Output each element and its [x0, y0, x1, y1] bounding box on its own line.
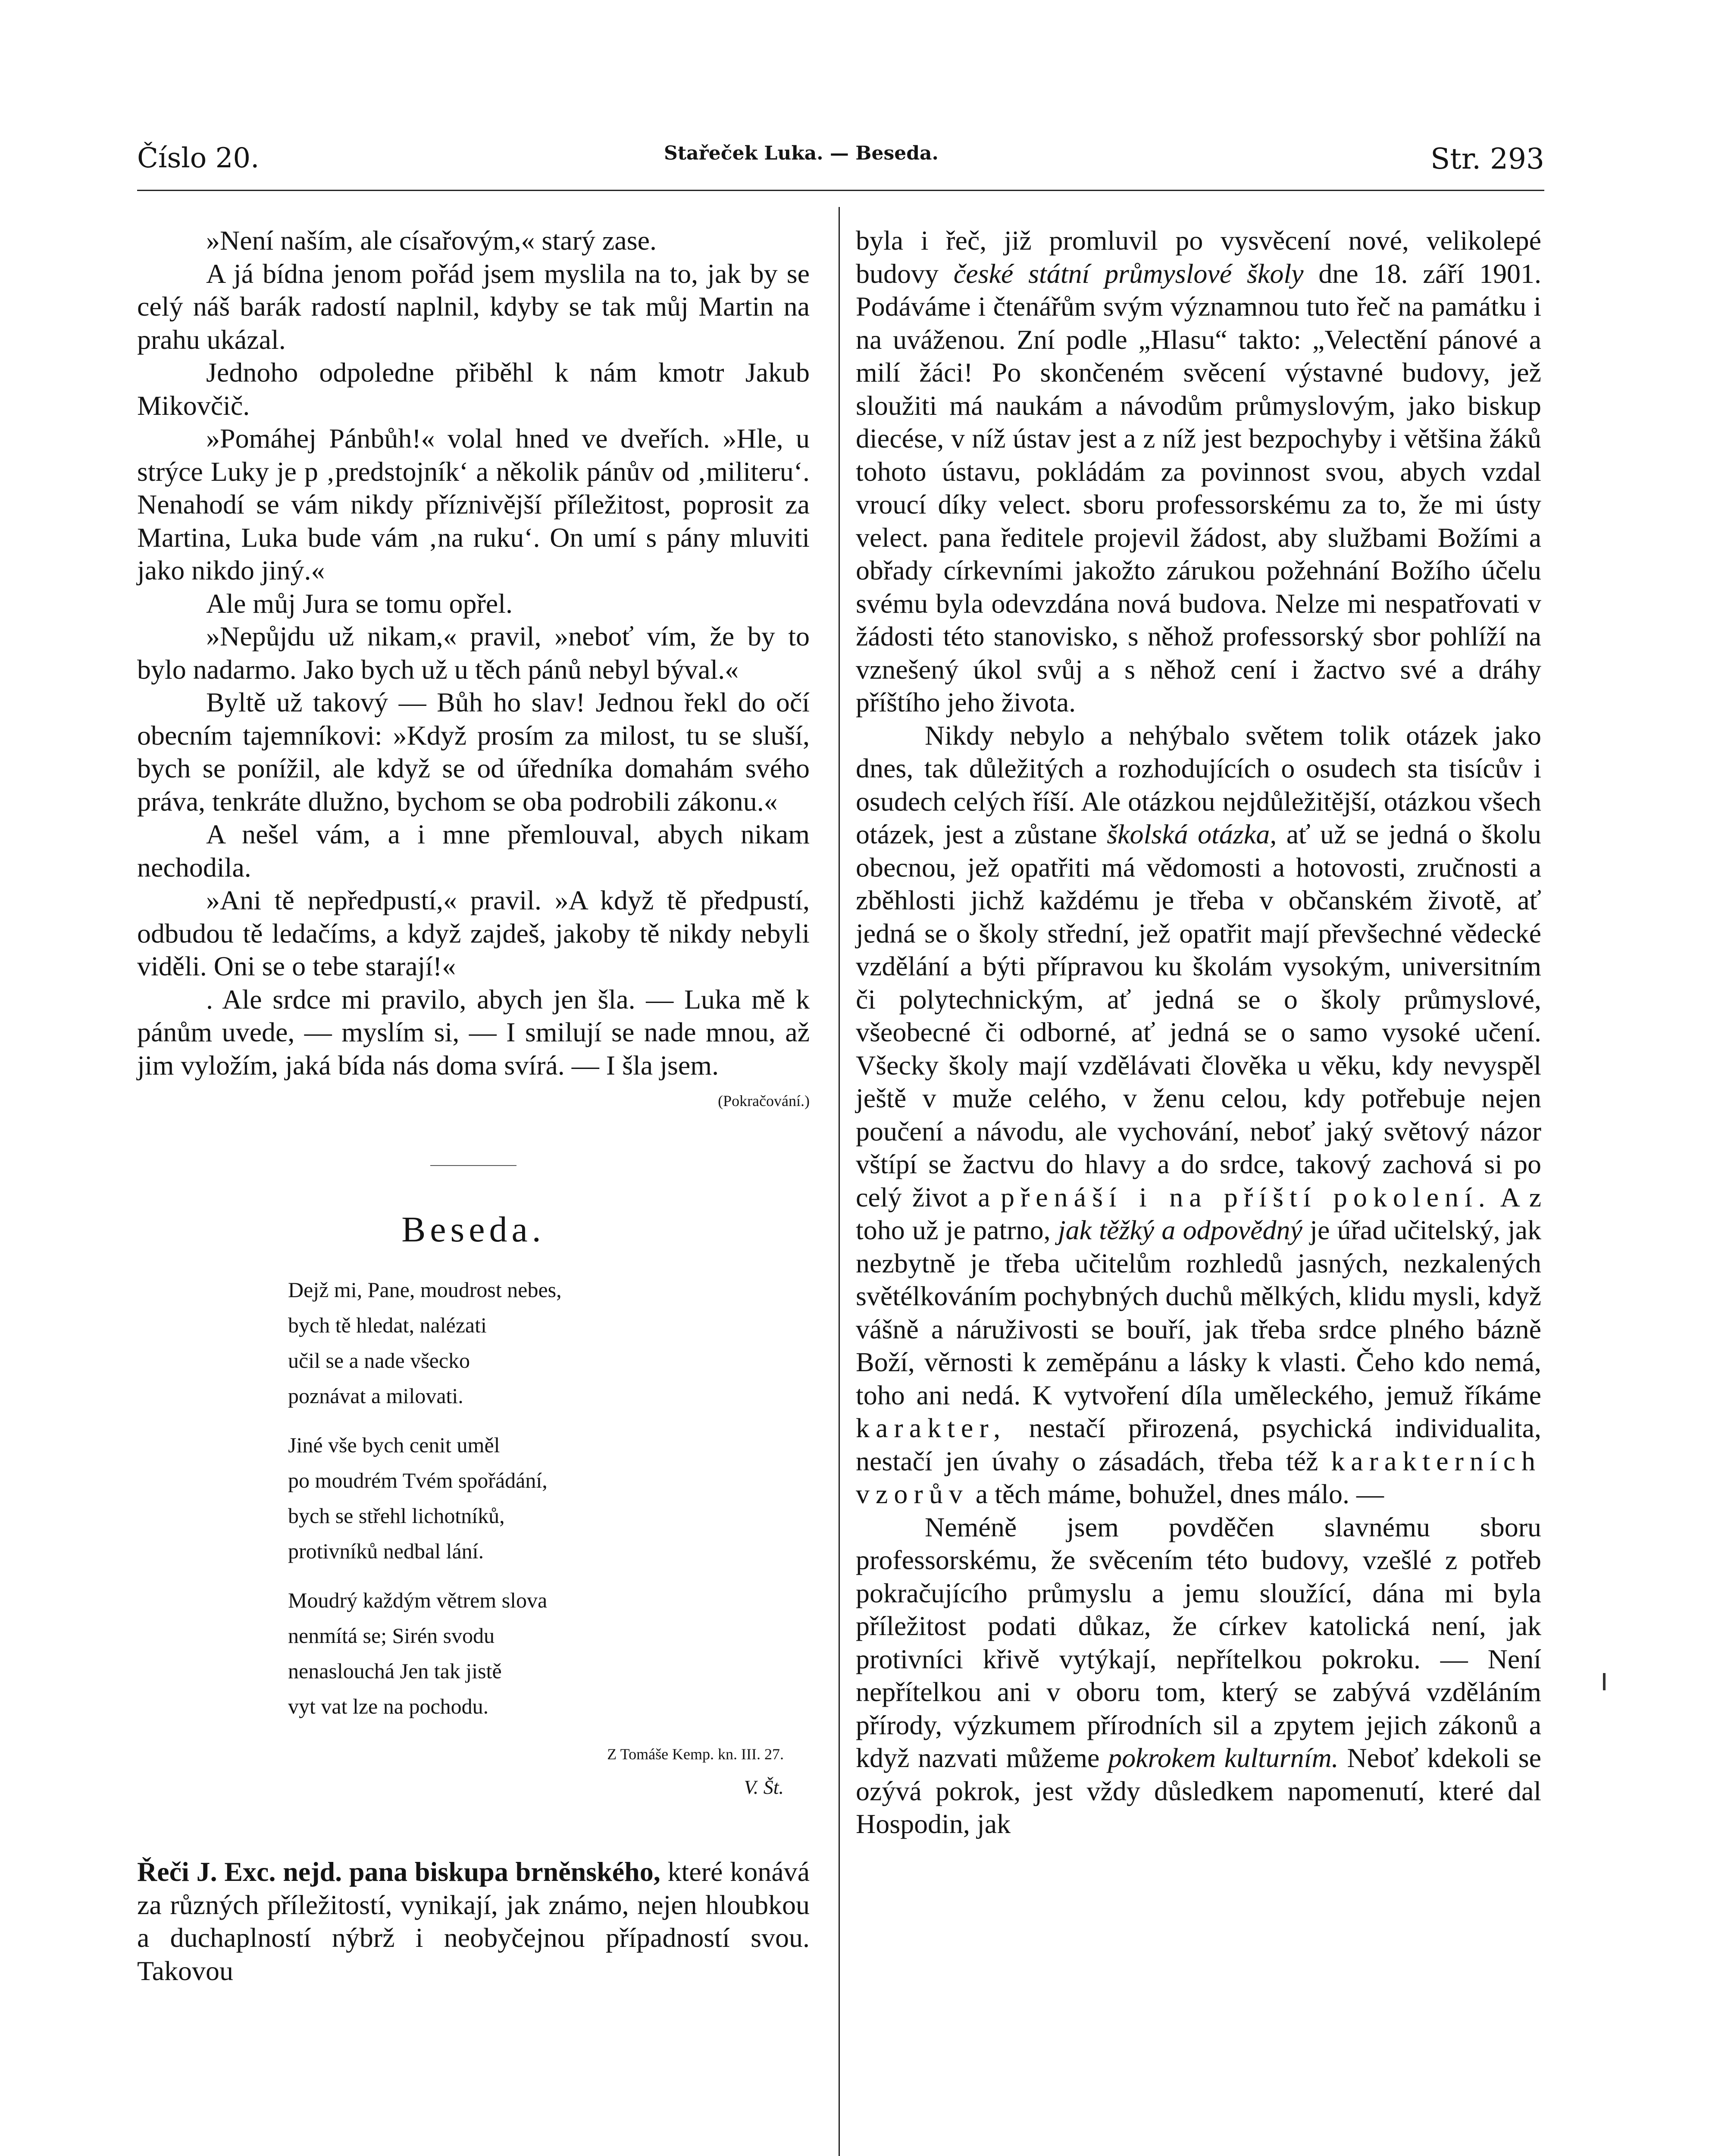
section-divider: [430, 1165, 516, 1166]
paragraph: Jednoho odpoledne přiběhl k nám kmotr Jakub Mikovčič.: [137, 357, 810, 421]
article-intro: [137, 1855, 810, 1987]
paragraph: [856, 1511, 1541, 1841]
poem-line: po moudrém Tvém spořádání,: [288, 1468, 548, 1492]
paragraph: »Není naším, ale císařovým,« starý zase.: [206, 225, 657, 256]
poem-initials: V. Št.: [744, 1776, 784, 1798]
poem-stanza: [288, 1427, 810, 1569]
paragraph: »Pomáhej Pánbůh!« volal hned ve dveřích. »Hle, u strýce Luky je p ‚predstojník‘ a několik pánův od ‚militeru‘. Nenahodí se vám nikdy příznivější příležitost, poprosit za Martina, Luka bude vám ‚na ruku‘. On umí s pány mluviti jako nikdo jiný.«: [137, 423, 810, 586]
emphasis: pokrokem kulturním.: [1108, 1742, 1339, 1773]
issue-number: Číslo 20.: [137, 142, 260, 174]
running-title: Stařeček Luka. — Beseda.: [664, 142, 939, 164]
spaced-emphasis: karakterních vzorův: [856, 1445, 1541, 1509]
article-text: které konává za různých příležitostí, vynikají, jak známo, nejen hloubkou a duchaplností nýbrž i neobyčejnou případností svou. Takovou: [137, 1856, 810, 1986]
text-run: Nikdy nebylo a nehýbalo světem tolik otázek jako dnes, tak důležitých a rozhodujících o osudech sta tisícův i osudech celých říší. Ale otázkou nejdůležitější, otázkou všech otázek, jest a zůstane: [856, 720, 1541, 849]
left-column: [137, 224, 810, 1987]
poem-title: Beseda.: [401, 1209, 545, 1250]
text-run: Neméně jsem povděčen slavnému sboru professorskému, že svěcením této budovy, vzešlé z potřeb pokračujícího průmyslu a jemu sloužící, dána mi byla příležitost podati důkaz, že církev katolická není, jak protivníci křivě vytýkají, nepřítelkou pokroku. — Není nepřítelkou ani v oboru tom, který se zabývá vzděláním přírody, výzkumem přírodních sil a zpytem jejich zákonů a když nazvati můžeme: [856, 1511, 1541, 1773]
page-number: Str. 293: [1430, 142, 1544, 175]
paragraph: »Nepůjdu už nikam,« pravil, »neboť vím, že by to bylo nadarmo. Jako bych už u těch pánů nebyl býval.«: [137, 621, 810, 685]
paragraph: [856, 224, 1541, 719]
paragraph: »Ani tě nepředpustí,« pravil. »A když tě předpustí, odbudou tě ledačíms, a když zajdeš, jakoby tě nikdy nebyli viděli. Oni se o tebe starají!«: [137, 885, 810, 981]
text-run: nestačí přirozená, psychická individualita, nestačí jen úvahy o zásadách, třeba též: [856, 1413, 1542, 1476]
poem-source: Z Tomáše Kemp. kn. III. 27.: [607, 1745, 784, 1763]
poem-line: Moudrý každým větrem slova: [288, 1588, 548, 1612]
paragraph: A nešel vám, a i mne přemlouval, abych nikam nechodila.: [137, 819, 810, 883]
paragraph: A já bídna jenom pořád jsem myslila na to, jak by se celý náš barák radostí naplnil, kdyby se tak můj Martin na prahu ukázal.: [137, 258, 810, 355]
paragraph: Byltě už takový — Bůh ho slav! Jednou řekl do očí obecním tajemníkovi: »Když prosím za milost, tu se sluší, bych se ponížil, ale když se od úředníka domahám svého práva, tenkráte dlužno, bychom se oba podrobili zákonu.«: [137, 687, 810, 817]
poem-stanza: [288, 1583, 810, 1724]
continued-note: (Pokračování.): [718, 1092, 810, 1109]
paragraph: [856, 719, 1541, 1511]
text-run: Neboť kdekoli se ozývá pokrok, jest vždy důsledkem napomenutí, které dal Hospodin, jak: [856, 1742, 1542, 1839]
poem-line: bych tě hledat, nalézati: [288, 1313, 487, 1337]
poem-line: Dejž mi, Pane, moudrost nebes,: [288, 1278, 562, 1302]
poem-line: protivníků nedbal lání.: [288, 1539, 484, 1563]
poem: [288, 1272, 810, 1724]
emphasis: školská otázka,: [1107, 819, 1277, 849]
article-lead: Řeči J. Exc. nejd. pana biskupa brněnského,: [137, 1856, 660, 1887]
emphasis: jak těžký a odpovědný: [1058, 1215, 1302, 1245]
poem-line: učil se a nade všecko: [288, 1348, 470, 1373]
scan-mark: [1603, 1673, 1606, 1690]
text-run: ať už se jedná o školu obecnou, jež opatřiti má vědomosti a hotovosti, zručnosti a zběhlosti jichž každému je třeba v občanském životě, ať jedná se o školy střední, jež opatřit mají převšechné vědecké vzdělání a býti přípravou ku školám vysokým, universitním či polytechnickým, ať jedná se o školy průmyslové, všeobecné či odborné, ať jedná se o samo vysoké učení. Všecky školy mají vzdělávati člověka u věku, kdy nevyspěl ještě v muže celého, v ženu celou, kdy potřebuje nejen poučení a návodu, ale vychování, neboť jaký světový názor vštípí se žactvu do hlavy a do srdce, takový zachová si po celý život a: [856, 819, 1542, 1213]
poem-line: nenmítá se; Sirén svodu: [288, 1623, 495, 1648]
header-rule: [137, 190, 1544, 191]
spaced-emphasis: karakter,: [856, 1413, 1007, 1443]
spaced-emphasis: přenáší i na příští pokolení.: [1000, 1181, 1491, 1213]
paragraph: . Ale srdce mi pravilo, abych jen šla. — Luka mě k pánům uvede, — myslím si, — I smilují se nade mnou, až jim vyložím, jaká bída nás doma svírá. — I šla jsem.: [137, 984, 810, 1081]
poem-line: Jiné vše bych cenit uměl: [288, 1433, 500, 1457]
poem-stanza: [288, 1272, 810, 1413]
text-run: A z toho už je patrno,: [856, 1181, 1542, 1245]
poem-line: vyt vat lze na pochodu.: [288, 1694, 489, 1718]
poem-line: bych se střehl lichotníků,: [288, 1504, 505, 1528]
text-run: je úřad učitelský, jak nezbytně je třeba učitelům rozhledů jasných, nezkalených světélkováním pochybných duchů mělkých, klidu mysli, když vášně a náruživosti se bouří, jak třeba srdce plného bázně Boží, věrnosti k zeměpánu a lásky k vlasti. Čeho kdo nemá, toho ani nedá. K vytvoření díla uměleckého, jemuž říkáme: [856, 1215, 1542, 1410]
column-divider: [839, 207, 840, 2156]
emphasis: české státní průmyslové školy: [953, 258, 1304, 289]
paragraph: Ale můj Jura se tomu opřel.: [206, 588, 513, 619]
right-column: [856, 224, 1541, 1841]
poem-line: poznávat a milovati.: [288, 1384, 463, 1408]
text-run: dne 18. září 1901. Podáváme i čtenářům svým významnou tuto řeč na památku i na uváženou. Zní podle „Hlasu“ takto: „Velectění pánové a milí žáci! Po skončeném svěcení výstavné budovy, jež sloužiti má naukám a návodům průmyslovým, jako biskup diecése, v níž ústav jest a z níž jest bezpochyby i většina žáků tohoto ústavu, pokládám za povinnost svou, abych vzdal vroucí díky velect. sboru professorskému za to, že mi ústy velect. pana ředitele projevil žádost, aby službami Božími a obřady církevními jakožto zárukou požehnání Božího účelu svému byla odevzdána nová budova. Nelze mi nespatřovati v žádosti této stanovisko, s něhož professorský sbor pohlíží na vznešený úkol svůj a s něhož cení i žactvo své a dráhy příštího jeho života.: [856, 258, 1541, 718]
text-run: a těch máme, bohužel, dnes málo. —: [975, 1479, 1384, 1509]
text-run: byla i řeč, již promluvil po vysvěcení nové, velikolepé budovy: [856, 225, 1541, 289]
poem-line: nenaslouchá Jen tak jistě: [288, 1659, 502, 1683]
